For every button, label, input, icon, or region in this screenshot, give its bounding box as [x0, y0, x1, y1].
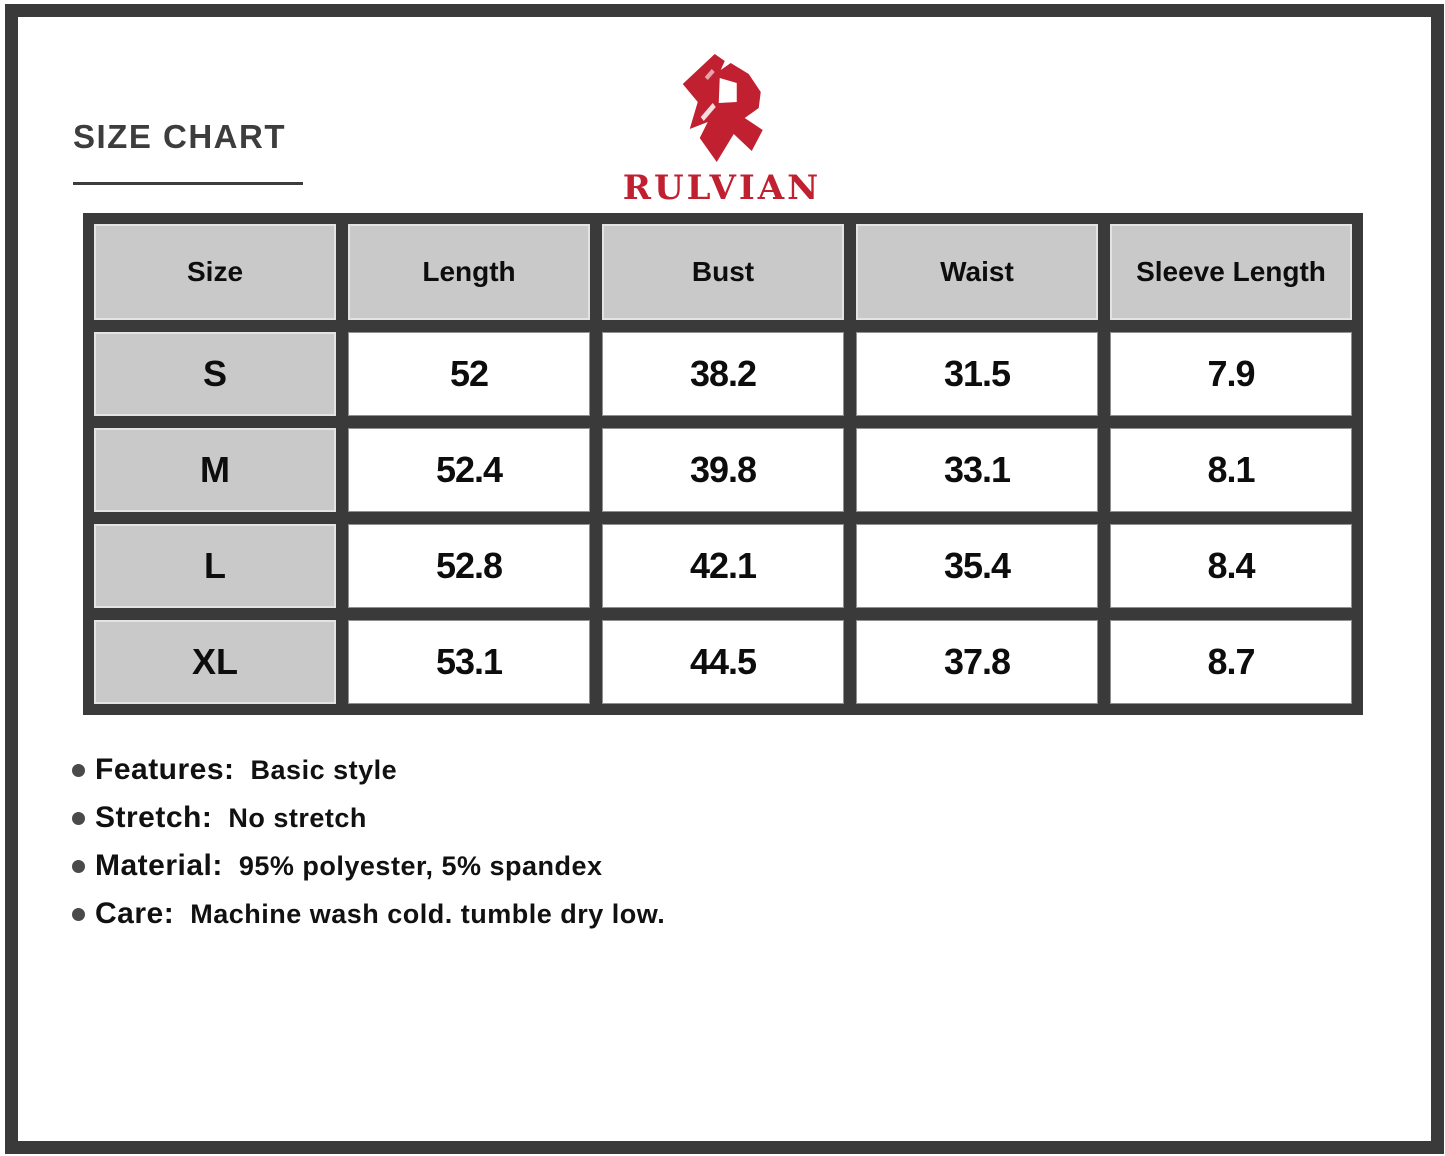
row-label-s: S [94, 332, 336, 416]
note-material [72, 849, 665, 883]
bullet-icon [72, 812, 85, 825]
column-header-bust: Bust [602, 224, 844, 320]
table-cell-xl-sleeve: 8.7 [1110, 620, 1352, 704]
size-chart-table [83, 213, 1363, 715]
table-cell-s-bust: 38.2 [602, 332, 844, 416]
note-label: Care: [95, 897, 175, 930]
note-label: Material: [95, 849, 223, 882]
table-cell-l-waist: 35.4 [856, 524, 1098, 608]
product-notes-list [72, 753, 665, 945]
note-value: 95% polyester, 5% spandex [238, 851, 603, 881]
table-cell-m-bust: 39.8 [602, 428, 844, 512]
table-cell-xl-length: 53.1 [348, 620, 590, 704]
column-header-size: Size [94, 224, 336, 320]
page-title: SIZE CHART [73, 118, 286, 155]
brand-wordmark: RULVIAN [622, 168, 822, 208]
title-underline [73, 182, 303, 185]
note-care [72, 897, 665, 931]
note-value: Machine wash cold. tumble dry low. [190, 899, 666, 929]
bullet-icon [72, 764, 85, 777]
note-value: Basic style [250, 755, 398, 785]
note-value: No stretch [228, 803, 367, 833]
table-cell-xl-bust: 44.5 [602, 620, 844, 704]
table-cell-l-length: 52.8 [348, 524, 590, 608]
row-label-xl: XL [94, 620, 336, 704]
table-cell-m-length: 52.4 [348, 428, 590, 512]
note-label: Features: [95, 753, 235, 786]
table-cell-l-sleeve: 8.4 [1110, 524, 1352, 608]
row-label-m: M [94, 428, 336, 512]
table-cell-xl-waist: 37.8 [856, 620, 1098, 704]
note-features [72, 753, 665, 787]
brand-block [623, 50, 822, 208]
bullet-icon [72, 908, 85, 921]
table-cell-m-waist: 33.1 [856, 428, 1098, 512]
table-cell-s-length: 52 [348, 332, 590, 416]
column-header-waist: Waist [856, 224, 1098, 320]
brand-logo-icon [675, 50, 769, 164]
table-cell-s-sleeve: 7.9 [1110, 332, 1352, 416]
table-cell-l-bust: 42.1 [602, 524, 844, 608]
row-label-l: L [94, 524, 336, 608]
note-stretch [72, 801, 665, 835]
bullet-icon [72, 860, 85, 873]
column-header-sleeve-length: Sleeve Length [1110, 224, 1352, 320]
note-label: Stretch: [95, 801, 213, 834]
column-header-length: Length [348, 224, 590, 320]
table-cell-s-waist: 31.5 [856, 332, 1098, 416]
table-cell-m-sleeve: 8.1 [1110, 428, 1352, 512]
